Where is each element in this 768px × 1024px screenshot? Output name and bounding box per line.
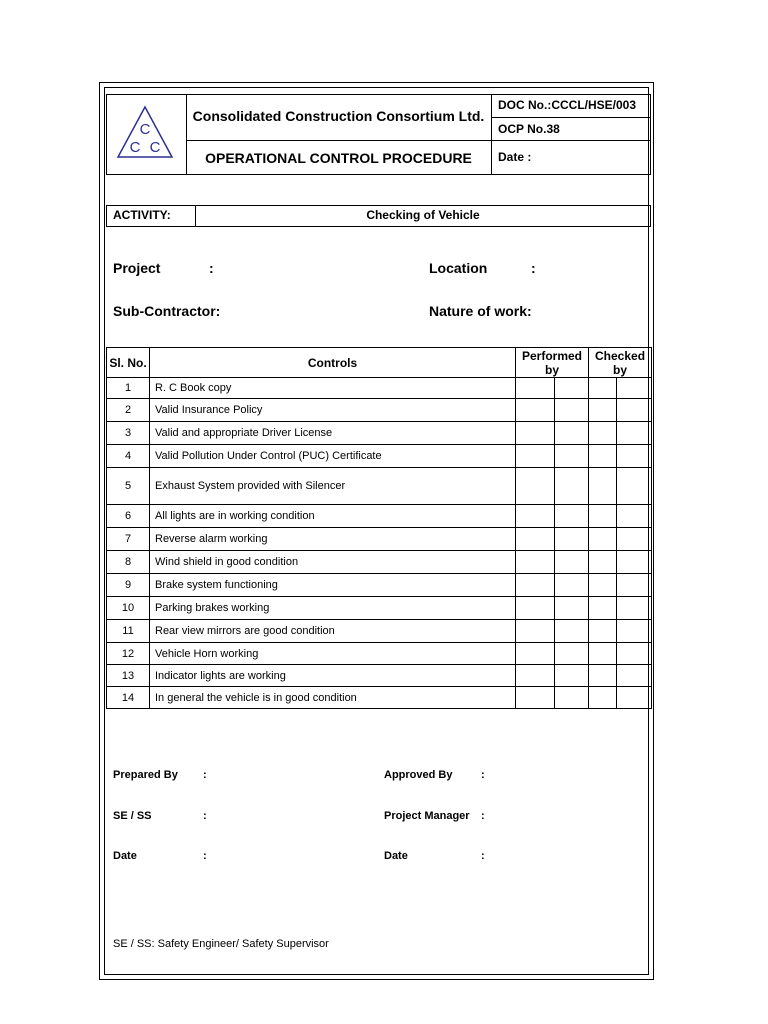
prepared-by-colon: : [203, 769, 207, 781]
checked-by-cell-b[interactable] [617, 445, 652, 468]
row-control: Exhaust System provided with Silencer [150, 468, 516, 505]
checked-by-cell-a[interactable] [589, 574, 617, 597]
activity-label: ACTIVITY: [113, 208, 171, 222]
checked-by-cell-b[interactable] [617, 399, 652, 422]
row-number: 9 [107, 574, 150, 597]
performed-by-cell-a[interactable] [516, 422, 555, 445]
checked-by-cell-a[interactable] [589, 620, 617, 643]
col-checked-by-header: Checked by [589, 348, 652, 378]
performed-by-cell-b[interactable] [555, 620, 589, 643]
row-number: 10 [107, 597, 150, 620]
project-label: Project [113, 260, 161, 276]
row-control: Wind shield in good condition [150, 551, 516, 574]
subcontractor-label: Sub-Contractor: [113, 303, 221, 319]
performed-by-cell-a[interactable] [516, 528, 555, 551]
company-name: Consolidated Construction Consortium Ltd. [192, 108, 485, 124]
table-row [107, 551, 652, 574]
checked-by-cell-a[interactable] [589, 643, 617, 665]
performed-by-cell-a[interactable] [516, 597, 555, 620]
row-control: Indicator lights are working [150, 665, 516, 687]
row-number: 1 [107, 378, 150, 399]
checked-by-cell-a[interactable] [589, 505, 617, 528]
table-row [107, 687, 652, 709]
table-row [107, 620, 652, 643]
checked-by-cell-a[interactable] [589, 445, 617, 468]
checked-by-cell-a[interactable] [589, 422, 617, 445]
row-control: Vehicle Horn working [150, 643, 516, 665]
checked-by-cell-a[interactable] [589, 399, 617, 422]
row-control: Reverse alarm working [150, 528, 516, 551]
checked-by-cell-a[interactable] [589, 551, 617, 574]
row-control: Valid Insurance Policy [150, 399, 516, 422]
performed-by-cell-b[interactable] [555, 597, 589, 620]
checked-by-cell-b[interactable] [617, 597, 652, 620]
table-row [107, 378, 652, 399]
prepared-by-label: Prepared By [113, 769, 178, 781]
checked-by-cell-b[interactable] [617, 551, 652, 574]
checked-by-cell-b[interactable] [617, 378, 652, 399]
table-row [107, 505, 652, 528]
col-sl-no-header: Sl. No. [107, 348, 150, 378]
table-row [107, 445, 652, 468]
location-label: Location [429, 260, 488, 276]
procedure-title: OPERATIONAL CONTROL PROCEDURE [205, 150, 472, 166]
table-row [107, 597, 652, 620]
row-control: R. C Book copy [150, 378, 516, 399]
row-number: 2 [107, 399, 150, 422]
checked-by-cell-b[interactable] [617, 505, 652, 528]
performed-by-cell-b[interactable] [555, 422, 589, 445]
performed-by-cell-b[interactable] [555, 445, 589, 468]
company-logo [116, 104, 176, 160]
approved-by-label: Approved By [384, 769, 453, 781]
checked-by-cell-a[interactable] [589, 665, 617, 687]
row-number: 12 [107, 643, 150, 665]
header-date-label: Date : [498, 150, 532, 164]
performed-by-cell-a[interactable] [516, 620, 555, 643]
performed-by-cell-a[interactable] [516, 551, 555, 574]
row-control: All lights are in working condition [150, 505, 516, 528]
date-right-label: Date [384, 850, 408, 862]
controls-table [106, 347, 652, 709]
row-control: In general the vehicle is in good condition [150, 687, 516, 709]
checked-by-cell-a[interactable] [589, 378, 617, 399]
performed-by-cell-a[interactable] [516, 378, 555, 399]
checked-by-cell-b[interactable] [617, 620, 652, 643]
row-number: 11 [107, 620, 150, 643]
table-row [107, 665, 652, 687]
performed-by-cell-b[interactable] [555, 468, 589, 505]
checked-by-cell-a[interactable] [589, 528, 617, 551]
row-control: Valid and appropriate Driver License [150, 422, 516, 445]
date-left-label: Date [113, 850, 137, 862]
logo-letter-left: C [129, 139, 141, 156]
table-row [107, 528, 652, 551]
checked-by-cell-b[interactable] [617, 687, 652, 709]
table-row [107, 422, 652, 445]
performed-by-cell-a[interactable] [516, 687, 555, 709]
row-number: 6 [107, 505, 150, 528]
col-performed-by-header: Performed by [516, 348, 589, 378]
performed-by-cell-a[interactable] [516, 468, 555, 505]
se-ss-colon: : [203, 810, 207, 822]
nature-of-work-label: Nature of work: [429, 303, 532, 319]
table-header-row [107, 348, 652, 378]
table-row [107, 574, 652, 597]
checked-by-cell-b[interactable] [617, 665, 652, 687]
row-number: 8 [107, 551, 150, 574]
checked-by-cell-a[interactable] [589, 468, 617, 505]
row-number: 3 [107, 422, 150, 445]
checked-by-cell-b[interactable] [617, 468, 652, 505]
table-row [107, 399, 652, 422]
performed-by-cell-b[interactable] [555, 551, 589, 574]
logo-letter-right: C [149, 139, 161, 156]
location-colon: : [531, 260, 536, 276]
performed-by-cell-a[interactable] [516, 445, 555, 468]
performed-by-cell-b[interactable] [555, 687, 589, 709]
checked-by-cell-b[interactable] [617, 528, 652, 551]
activity-value: Checking of Vehicle [366, 208, 480, 222]
performed-by-cell-b[interactable] [555, 574, 589, 597]
checked-by-cell-b[interactable] [617, 643, 652, 665]
row-control: Rear view mirrors are good condition [150, 620, 516, 643]
footnote: SE / SS: Safety Engineer/ Safety Supervisor [113, 938, 329, 950]
col-controls-header: Controls [150, 348, 516, 378]
performed-by-cell-b[interactable] [555, 378, 589, 399]
row-control: Brake system functioning [150, 574, 516, 597]
checked-by-cell-a[interactable] [589, 687, 617, 709]
checked-by-cell-a[interactable] [589, 597, 617, 620]
performed-by-cell-a[interactable] [516, 574, 555, 597]
row-number: 5 [107, 468, 150, 505]
date-left-colon: : [203, 850, 207, 862]
row-number: 13 [107, 665, 150, 687]
ocp-number: OCP No.38 [498, 122, 560, 136]
performed-by-cell-a[interactable] [516, 505, 555, 528]
performed-by-cell-a[interactable] [516, 643, 555, 665]
checked-by-cell-b[interactable] [617, 574, 652, 597]
row-control: Valid Pollution Under Control (PUC) Certificate [150, 445, 516, 468]
performed-by-cell-b[interactable] [555, 399, 589, 422]
performed-by-cell-a[interactable] [516, 665, 555, 687]
performed-by-cell-b[interactable] [555, 643, 589, 665]
performed-by-cell-b[interactable] [555, 528, 589, 551]
checked-by-cell-b[interactable] [617, 422, 652, 445]
project-colon: : [209, 260, 214, 276]
project-manager-colon: : [481, 810, 485, 822]
performed-by-cell-a[interactable] [516, 399, 555, 422]
table-row [107, 643, 652, 665]
table-row [107, 468, 652, 505]
row-number: 7 [107, 528, 150, 551]
doc-number: DOC No.:CCCL/HSE/003 [498, 98, 637, 112]
performed-by-cell-b[interactable] [555, 505, 589, 528]
performed-by-cell-b[interactable] [555, 665, 589, 687]
logo-letter-top: C [139, 121, 151, 138]
se-ss-label: SE / SS [113, 810, 152, 822]
row-number: 4 [107, 445, 150, 468]
approved-by-colon: : [481, 769, 485, 781]
row-number: 14 [107, 687, 150, 709]
project-manager-label: Project Manager [384, 810, 470, 822]
row-control: Parking brakes working [150, 597, 516, 620]
date-right-colon: : [481, 850, 485, 862]
